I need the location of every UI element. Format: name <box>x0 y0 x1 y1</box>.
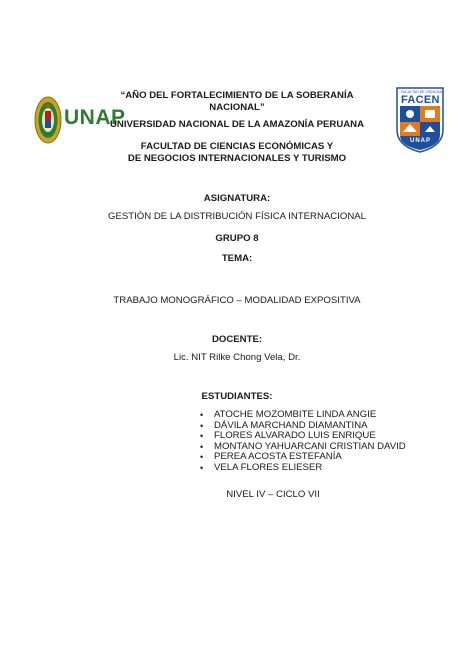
course-value: GESTIÓN DE LA DISTRIBUCIÓN FÍSICA INTERNACIONAL <box>107 211 366 222</box>
bullet: • <box>200 410 204 420</box>
bullet: • <box>200 462 204 473</box>
students-list <box>200 410 406 473</box>
motto-line-2: NACIONAL” <box>209 102 265 113</box>
facen-big-text: FACEN <box>401 94 440 106</box>
bullet: • <box>200 431 204 441</box>
topic-value: TRABAJO MONOGRÁFICO – MODALIDAD EXPOSITIVA <box>113 295 361 306</box>
list-item: • MONTANO YAHUARCANI CRISTIAN DAVID <box>200 440 406 452</box>
unap-logo-text: UNAP <box>64 106 126 129</box>
faculty-name <box>100 141 374 165</box>
topic-label: TEMA: <box>221 253 253 264</box>
teacher-label: DOCENTE: <box>211 334 263 345</box>
students-label: ESTUDIANTES: <box>201 391 273 402</box>
faculty-line-1: FACULTAD DE CIENCIAS ECONÓMICAS Y <box>140 141 334 152</box>
level-text: NIVEL IV – CICLO VII <box>226 489 320 500</box>
list-item: • PEREA ACOSTA ESTEFANÍA <box>200 451 342 462</box>
motto-line-1: “AÑO DEL FORTALECIMIENTO DE LA SOBERANÍA <box>120 90 354 101</box>
facen-logo <box>395 86 445 154</box>
university-name: UNIVERSIDAD NACIONAL DE LA AMAZONÍA PERUANA <box>109 119 365 130</box>
bullet: • <box>200 452 204 462</box>
bullet: • <box>200 441 204 452</box>
bullet: • <box>200 420 204 431</box>
faculty-line-2: DE NEGOCIOS INTERNACIONALES Y TURISMO <box>127 153 347 164</box>
facen-bottom-text: UNAP <box>410 138 432 144</box>
list-item: • DÁVILA MARCHAND DIAMANTINA <box>200 419 368 431</box>
teacher-value: Lic. NIT Rilke Chong Vela, Dr. <box>173 352 301 363</box>
list-item: • VELA FLORES ELIESER <box>200 461 323 473</box>
group-label: GRUPO 8 <box>215 233 259 244</box>
course-label: ASIGNATURA: <box>203 193 271 204</box>
motto <box>100 90 374 114</box>
facen-small-text: FACULTAD DE CIENCIAS <box>401 90 443 94</box>
list-item: • FLORES ALVARADO LUIS ENRIQUE <box>200 430 376 441</box>
list-item: • ATOCHE MOZOMBITE LINDA ANGIE <box>200 409 377 420</box>
